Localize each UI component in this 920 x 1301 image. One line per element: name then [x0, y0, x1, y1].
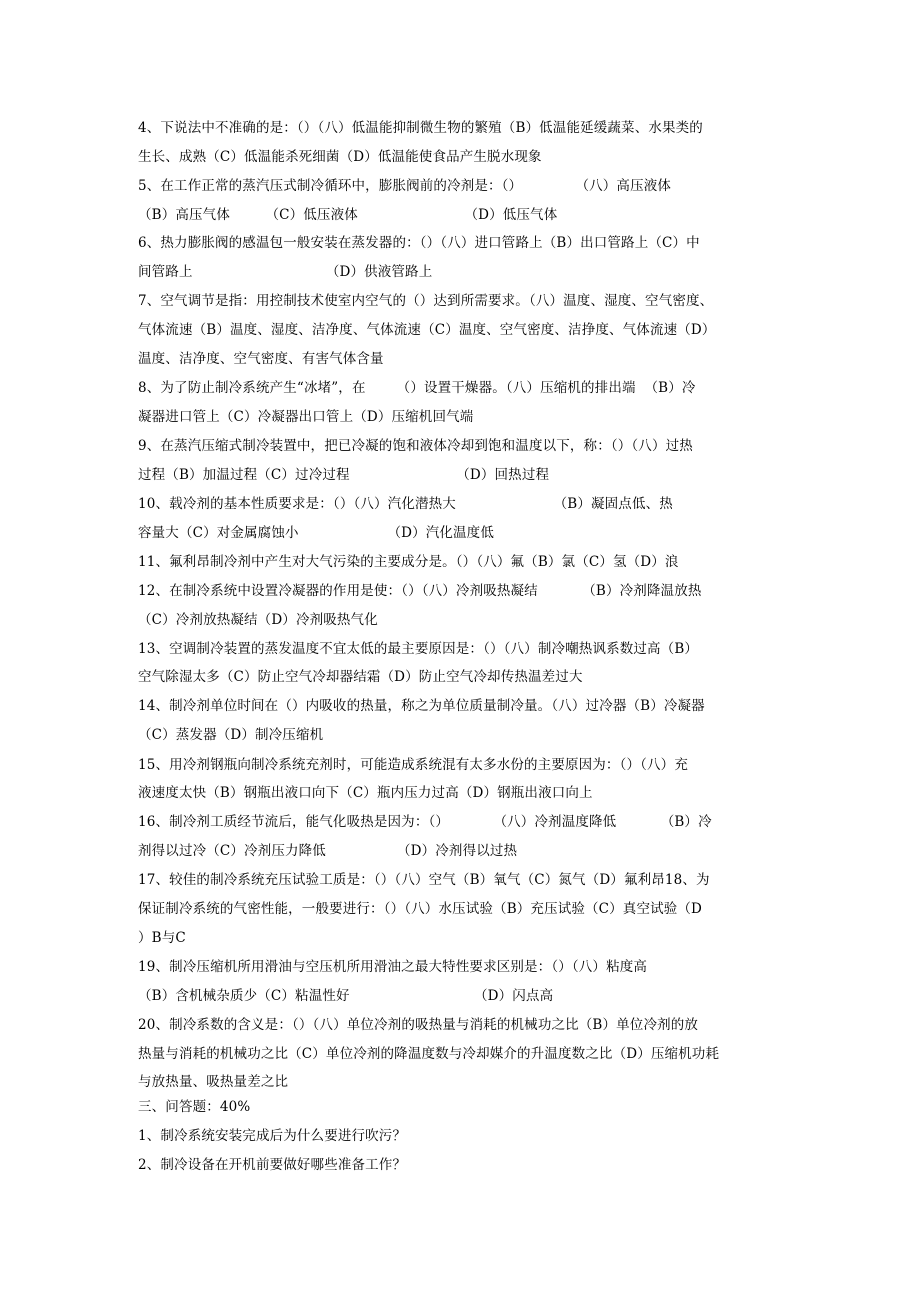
- text-line: 容量大（C）对金属腐蚀小 （D）汽化温度低: [138, 525, 494, 541]
- text-line: （B）高压气体 （C）低压液体 （D）低压气体: [138, 207, 558, 223]
- text-line: （B）含机械杂质少（C）粘温性好 （D）闪点高: [138, 988, 554, 1004]
- text-line: 空气除湿太多（C）防止空气冷却器结霜（D）防止空气冷却传热温差过大: [138, 669, 583, 685]
- text-line: 20、制冷系数的含义是：（）（八）单位冷剂的吸热量与消耗的机械功之比（B）单位冷剂的放: [138, 1017, 699, 1033]
- text-line: （C）蒸发器（D）制冷压缩机: [138, 727, 324, 743]
- text-line: 13、空调制冷装置的蒸发温度不宜太低的最主要原因是：（）（八）制冷嘲热讽系数过高（B）: [138, 641, 699, 657]
- text-line: 5、在工作正常的蒸汽压式制冷循环中，膨胀阀前的冷剂是：（） （八）高压液体: [138, 178, 672, 194]
- text-line: 温度、洁净度、空气密度、有害气体含量: [138, 351, 384, 367]
- text-line: 12、在制冷系统中设置冷凝器的作用是使：（）（八）冷剂吸热凝结 （B）冷剂降温放热: [138, 583, 702, 599]
- text-line: 15、用冷剂钢瓶向制冷系统充剂时，可能造成系统混有太多水份的主要原因为：（）（八）充: [138, 757, 688, 773]
- text-line: 14、制冷剂单位时间在（）内吸收的热量，称之为单位质量制冷量。（八）过冷器（B）冷凝器: [138, 698, 705, 714]
- text-line: 保证制冷系统的气密性能，一般要进行：（）（八）水压试验（B）充压试验（C）真空试验（D: [138, 901, 703, 917]
- text-line: 9、在蒸汽压缩式制冷装置中，把已冷凝的饱和液体冷却到饱和温度以下，称：（）（八）过热: [138, 438, 693, 454]
- text-line: 7、空气调节是指：用控制技术使室内空气的（）达到所需要求。（八）温度、湿度、空气密度、: [138, 293, 714, 309]
- text-line: 过程（B）加温过程（C）过冷过程 （D）回热过程: [138, 467, 550, 483]
- text-line: 液速度太快（B）钢瓶出液口向下（C）瓶内压力过高（D）钢瓶出液口向上: [138, 785, 593, 801]
- text-line: 凝器进口管上（C）冷凝器出口管上（D）压缩机回气端: [138, 409, 474, 425]
- section-heading: 三、问答题：40%: [138, 1099, 251, 1115]
- text-line: 气体流速（B）温度、湿度、洁净度、气体流速（C）温度、空气密度、洁挣度、气体流速（D）: [138, 322, 716, 338]
- text-line: 11、氟利昂制冷剂中产生对大气污染的主要成分是。（）（八）氟（B）氯（C）氢（D）浪: [138, 554, 679, 570]
- text-line: （C）冷剂放热凝结（D）冷剂吸热气化: [138, 612, 378, 628]
- text-line: 16、制冷剂工质经节流后，能气化吸热是因为：（） （八）冷剂温度降低 （B）冷: [138, 814, 712, 830]
- text-line: 4、下说法中不准确的是：（）（八）低温能抑制微生物的繁殖（B）低温能延缓蔬菜、水果类的: [138, 120, 703, 136]
- question-line: 1、制冷系统安装完成后为什么要进行吹污？: [138, 1128, 407, 1144]
- text-line: 剂得以过冷（C）冷剂压力降低 （D）冷剂得以过热: [138, 843, 518, 859]
- text-line: ）B与C: [138, 930, 186, 946]
- text-line: 8、为了防止制冷系统产生“冰堵”，在 （）设置干燥器。（八）压缩机的排出端 （B）冷: [138, 380, 696, 396]
- text-line: 与放热量、吸热量差之比: [138, 1074, 289, 1090]
- text-line: 热量与消耗的机械功之比（C）单位冷剂的降温度数与冷却媒介的升温度数之比（D）压缩机功耗: [138, 1046, 720, 1062]
- text-line: 间管路上 （D）供液管路上: [138, 264, 433, 280]
- text-line: 6、热力膨胀阀的感温包一般安装在蒸发器的：（）（八）进口管路上（B）出口管路上（C）中: [138, 235, 700, 251]
- text-line: 17、较佳的制冷系统充压试验工质是：（）（八）空气（B）氧气（C）氮气（D）氟利昂18、为: [138, 872, 710, 888]
- question-line: 2、制冷设备在开机前要做好哪些准备工作？: [138, 1157, 407, 1173]
- text-line: 生长、成熟（C）低温能杀死细菌（D）低温能使食品产生脱水现象: [138, 149, 542, 165]
- text-line: 10、载冷剂的基本性质要求是：（）（八）汽化潜热大 （B）凝固点低、热: [138, 496, 673, 512]
- text-line: 19、制冷压缩机所用滑油与空压机所用滑油之最大特性要求区别是：（）（八）粘度高: [138, 959, 648, 975]
